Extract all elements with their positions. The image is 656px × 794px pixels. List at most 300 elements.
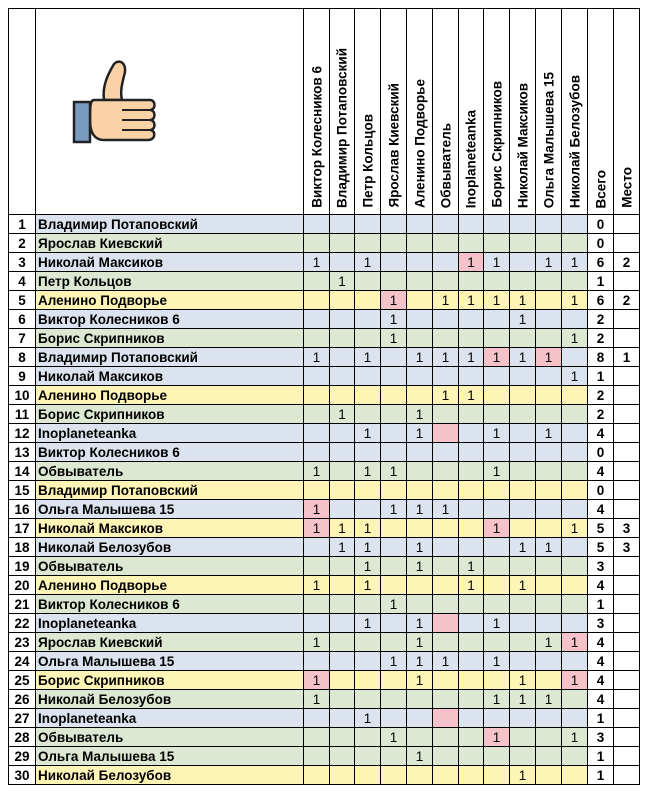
score-cell [304,709,330,728]
total-cell: 5 [588,538,614,557]
score-cell [381,747,407,766]
score-cell [433,310,459,329]
score-cell [433,215,459,234]
score-cell [355,310,381,329]
score-cell [381,709,407,728]
table-row [9,462,640,481]
score-cell [433,728,459,747]
score-cell [510,747,536,766]
total-cell: 2 [588,386,614,405]
score-cell [536,519,562,538]
row-number: 15 [9,481,36,500]
score-cell [484,747,510,766]
row-name: Виктор Колесников 6 [36,595,304,614]
score-cell [562,557,588,576]
score-cell: 1 [304,348,330,367]
column-header [459,9,484,215]
score-cell [407,709,433,728]
score-cell [536,614,562,633]
total-cell: 4 [588,652,614,671]
score-cell: 1 [304,253,330,272]
scores-table [8,8,640,785]
table-row [9,500,640,519]
score-cell: 1 [459,576,484,595]
score-cell [407,595,433,614]
total-cell: 3 [588,557,614,576]
score-cell: 1 [407,424,433,443]
score-cell: 1 [355,519,381,538]
table-row [9,348,640,367]
score-cell [433,709,459,728]
score-cell [304,329,330,348]
place-cell [614,690,640,709]
score-cell [484,633,510,652]
score-cell: 1 [381,652,407,671]
place-cell [614,633,640,652]
score-cell [510,633,536,652]
score-cell: 1 [459,348,484,367]
score-cell [330,253,355,272]
score-cell [562,709,588,728]
column-header [381,9,407,215]
score-cell: 1 [562,367,588,386]
score-cell [433,557,459,576]
score-cell [562,538,588,557]
score-cell: 1 [330,405,355,424]
score-cell [355,291,381,310]
row-name: Inoplaneteanka [36,424,304,443]
score-cell [562,576,588,595]
total-cell: 1 [588,272,614,291]
row-number: 4 [9,272,36,291]
score-cell [381,234,407,253]
score-cell [484,709,510,728]
table-row [9,557,640,576]
score-cell: 1 [381,500,407,519]
total-cell: 3 [588,728,614,747]
score-cell [562,272,588,291]
score-cell [355,215,381,234]
total-cell: 0 [588,215,614,234]
row-number: 14 [9,462,36,481]
score-cell: 1 [562,633,588,652]
score-cell: 1 [304,690,330,709]
score-cell: 1 [407,652,433,671]
total-cell: 2 [588,310,614,329]
score-cell [433,633,459,652]
score-cell: 1 [330,519,355,538]
score-cell [510,519,536,538]
row-number: 27 [9,709,36,728]
score-cell [304,652,330,671]
score-cell: 1 [484,462,510,481]
score-cell [562,405,588,424]
column-label: Николай Максиков [515,82,530,208]
score-cell [304,386,330,405]
score-cell [381,557,407,576]
row-number: 1 [9,215,36,234]
score-cell [459,215,484,234]
place-cell [614,462,640,481]
score-cell: 1 [407,671,433,690]
score-cell [407,481,433,500]
score-cell [459,443,484,462]
score-cell [381,633,407,652]
place-cell [614,234,640,253]
score-cell [459,367,484,386]
column-header [330,9,355,215]
score-cell [536,234,562,253]
score-cell [381,424,407,443]
row-number: 29 [9,747,36,766]
score-cell [330,386,355,405]
score-cell [330,747,355,766]
score-cell [510,272,536,291]
score-cell [459,481,484,500]
score-cell: 1 [536,253,562,272]
score-cell [330,329,355,348]
table-row [9,310,640,329]
score-cell [330,424,355,443]
score-cell [407,310,433,329]
row-number: 21 [9,595,36,614]
score-cell: 1 [510,766,536,785]
score-cell [459,728,484,747]
score-cell: 1 [381,291,407,310]
score-cell [407,690,433,709]
score-cell: 1 [407,348,433,367]
score-cell [381,690,407,709]
row-number: 18 [9,538,36,557]
score-cell: 1 [484,652,510,671]
score-cell [510,443,536,462]
score-cell [304,443,330,462]
place-cell [614,386,640,405]
score-cell [433,538,459,557]
total-cell: 4 [588,690,614,709]
total-cell: 4 [588,500,614,519]
row-name: Николай Максиков [36,253,304,272]
score-cell [330,652,355,671]
total-cell: 8 [588,348,614,367]
total-cell: 0 [588,481,614,500]
score-cell [536,747,562,766]
row-name: Аленино Подворье [36,386,304,405]
score-cell: 1 [562,291,588,310]
column-label: Место [619,167,634,208]
score-cell [562,500,588,519]
score-cell [355,690,381,709]
score-cell: 1 [355,557,381,576]
score-cell [484,576,510,595]
table-row [9,576,640,595]
total-cell: 4 [588,462,614,481]
score-cell: 1 [355,424,381,443]
place-cell [614,481,640,500]
row-name: Аленино Подворье [36,576,304,595]
table-row [9,671,640,690]
score-cell [459,595,484,614]
score-cell: 1 [484,519,510,538]
score-cell: 1 [407,614,433,633]
score-cell: 1 [484,253,510,272]
score-cell [355,272,381,291]
score-cell [330,614,355,633]
score-cell [330,576,355,595]
row-number: 24 [9,652,36,671]
score-cell [510,405,536,424]
score-cell [381,215,407,234]
score-cell [381,405,407,424]
total-cell: 4 [588,424,614,443]
score-cell [459,234,484,253]
row-name: Ольга Малышева 15 [36,747,304,766]
score-cell [433,367,459,386]
score-cell: 1 [459,291,484,310]
table-row [9,728,640,747]
score-cell [536,272,562,291]
place-cell [614,405,640,424]
score-cell [407,253,433,272]
score-cell: 1 [355,462,381,481]
score-cell [484,215,510,234]
score-cell: 1 [510,538,536,557]
place-cell [614,652,640,671]
score-cell: 1 [355,576,381,595]
score-cell [459,405,484,424]
score-cell [510,595,536,614]
place-cell: 3 [614,519,640,538]
total-cell: 5 [588,519,614,538]
column-header-place [614,9,640,215]
row-number: 11 [9,405,36,424]
score-cell [484,671,510,690]
score-cell [459,690,484,709]
score-cell [330,462,355,481]
score-cell [304,424,330,443]
score-cell [355,443,381,462]
table-row [9,538,640,557]
table-row [9,766,640,785]
total-cell: 0 [588,234,614,253]
score-cell [330,709,355,728]
table-row [9,367,640,386]
score-cell [536,329,562,348]
score-cell [407,728,433,747]
place-cell [614,443,640,462]
score-cell [407,291,433,310]
score-cell: 1 [304,519,330,538]
row-number: 17 [9,519,36,538]
total-cell: 6 [588,291,614,310]
score-cell [330,348,355,367]
score-cell [536,291,562,310]
score-cell: 1 [381,728,407,747]
table-row [9,291,640,310]
place-cell [614,367,640,386]
score-cell [433,462,459,481]
score-cell [304,405,330,424]
score-cell [304,747,330,766]
score-cell [536,728,562,747]
score-cell [459,310,484,329]
score-cell [536,310,562,329]
score-cell [510,253,536,272]
score-cell [381,253,407,272]
score-cell [459,747,484,766]
score-cell [381,481,407,500]
row-number: 20 [9,576,36,595]
score-cell [355,671,381,690]
score-cell [407,367,433,386]
score-cell [510,329,536,348]
column-header [407,9,433,215]
score-cell: 1 [510,310,536,329]
score-cell [536,405,562,424]
score-cell [536,500,562,519]
score-cell [304,481,330,500]
score-cell [330,310,355,329]
score-cell [381,443,407,462]
score-cell [330,367,355,386]
score-cell [459,462,484,481]
score-cell: 1 [407,405,433,424]
score-cell: 1 [304,462,330,481]
score-cell [536,652,562,671]
score-cell [459,538,484,557]
score-cell [459,633,484,652]
score-cell [355,329,381,348]
score-cell: 1 [355,709,381,728]
place-cell [614,215,640,234]
row-number: 8 [9,348,36,367]
total-cell: 4 [588,576,614,595]
score-cell [510,424,536,443]
place-cell: 2 [614,291,640,310]
score-cell [510,386,536,405]
column-header [355,9,381,215]
place-cell [614,728,640,747]
place-cell [614,614,640,633]
column-header [562,9,588,215]
score-cell [407,462,433,481]
score-cell [484,443,510,462]
score-cell [304,538,330,557]
column-label: Петр Кольцов [360,114,375,208]
score-cell: 1 [484,424,510,443]
column-label: Ольга Малышева 15 [541,71,556,208]
place-cell: 3 [614,538,640,557]
column-header-total [588,9,614,215]
score-cell: 1 [536,424,562,443]
score-cell [304,728,330,747]
score-cell [355,766,381,785]
row-name: Николай Белозубов [36,690,304,709]
table-row [9,481,640,500]
row-name: Inoplaneteanka [36,614,304,633]
score-cell: 1 [510,576,536,595]
score-cell: 1 [355,348,381,367]
score-cell [355,633,381,652]
score-cell [536,443,562,462]
score-cell [484,367,510,386]
score-cell [484,595,510,614]
column-header [484,9,510,215]
table-row [9,652,640,671]
score-cell [407,272,433,291]
place-cell [614,747,640,766]
column-label: Владимир Потаповский [334,48,350,208]
column-label: Inoplaneteanka [463,109,479,208]
row-name: Виктор Колесников 6 [36,310,304,329]
score-cell [381,348,407,367]
column-header [304,9,330,215]
table-row [9,747,640,766]
score-cell: 1 [407,633,433,652]
score-cell [510,367,536,386]
table-row [9,614,640,633]
total-cell: 1 [588,595,614,614]
row-name: Борис Скрипников [36,329,304,348]
score-cell: 1 [433,652,459,671]
row-name: Аленино Подворье [36,291,304,310]
column-label: Всего [593,169,608,208]
score-cell [355,500,381,519]
row-number: 10 [9,386,36,405]
table-row [9,329,640,348]
score-cell [459,671,484,690]
score-cell: 1 [536,538,562,557]
row-number: 16 [9,500,36,519]
score-cell: 1 [433,348,459,367]
column-label: Николай Белозубов [567,74,582,208]
score-cell [484,538,510,557]
score-cell [484,234,510,253]
score-cell [433,766,459,785]
total-cell: 0 [588,443,614,462]
row-number: 28 [9,728,36,747]
row-number: 12 [9,424,36,443]
row-number: 6 [9,310,36,329]
score-cell [330,481,355,500]
score-cell [510,557,536,576]
row-name: Борис Скрипников [36,671,304,690]
score-cell [562,386,588,405]
total-cell: 1 [588,367,614,386]
score-cell: 1 [304,576,330,595]
score-cell: 1 [433,291,459,310]
column-header [536,9,562,215]
score-cell [562,690,588,709]
row-name: Обвыватель [36,557,304,576]
column-header [433,9,459,215]
row-name: Владимир Потаповский [36,348,304,367]
score-cell [355,367,381,386]
score-cell [381,272,407,291]
score-cell [484,766,510,785]
table-row [9,405,640,424]
score-cell [510,234,536,253]
score-cell: 1 [484,348,510,367]
row-name: Николай Максиков [36,519,304,538]
table-row [9,424,640,443]
score-cell [433,234,459,253]
thumbs-up-icon [36,9,304,215]
row-name: Николай Белозубов [36,538,304,557]
score-cell [510,462,536,481]
score-cell [562,348,588,367]
score-cell: 1 [562,519,588,538]
